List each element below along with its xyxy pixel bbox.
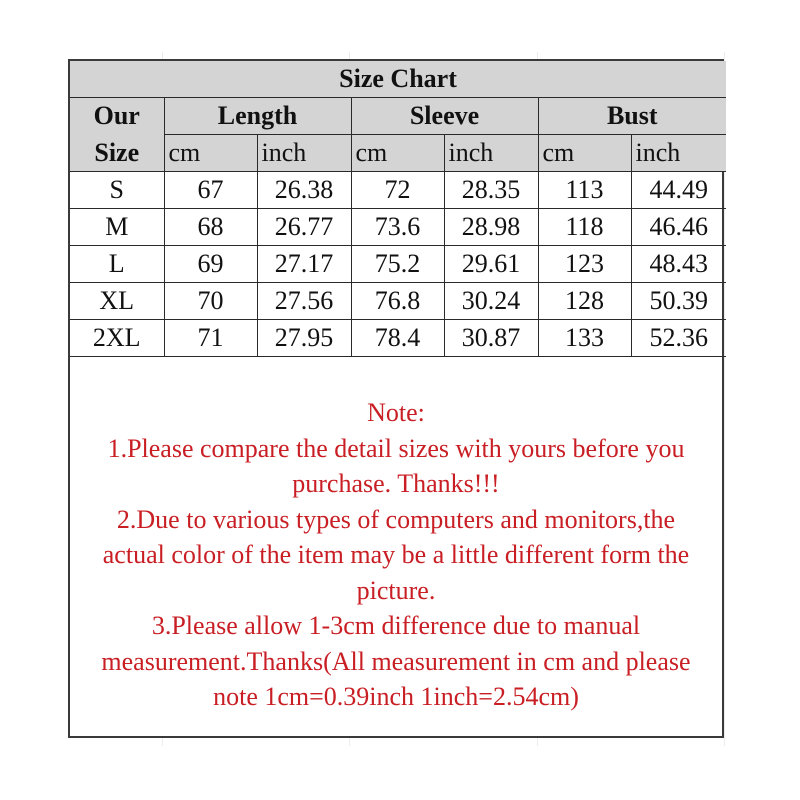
sleeve-cm-cell: 76.8 <box>351 283 444 320</box>
table-row <box>70 172 726 209</box>
bust-inch-cell: 46.46 <box>631 209 726 246</box>
size-cell: XL <box>70 283 164 320</box>
chart-title: Size Chart <box>70 61 726 98</box>
size-header-line1: Our <box>70 98 164 135</box>
table-row <box>70 209 726 246</box>
table-row <box>70 283 726 320</box>
bust-cm-cell: 128 <box>538 283 631 320</box>
title-row <box>70 61 726 98</box>
unit-sleeve-inch: inch <box>444 135 538 172</box>
note-line: 2.Due to various types of computers and monitors,the <box>116 504 676 534</box>
sleeve-inch-cell: 28.35 <box>444 172 538 209</box>
group-header-length: Length <box>164 98 351 135</box>
bust-inch-cell: 50.39 <box>631 283 726 320</box>
length-cm-cell: 69 <box>164 246 257 283</box>
sleeve-inch-cell: 28.98 <box>444 209 538 246</box>
note-line: note 1cm=0.39inch 1inch=2.54cm) <box>213 682 579 711</box>
note-line: 3.Please allow 1-3cm difference due to manual <box>151 611 641 640</box>
sleeve-inch-cell: 29.61 <box>444 246 538 283</box>
unit-bust-inch: inch <box>631 135 726 172</box>
length-cm-cell: 70 <box>164 283 257 320</box>
group-header-sleeve: Sleeve <box>351 98 538 135</box>
length-cm-cell: 68 <box>164 209 257 246</box>
length-cm-cell: 71 <box>164 320 257 357</box>
group-header-row <box>70 98 726 135</box>
unit-length-cm: cm <box>164 135 257 172</box>
unit-length-inch: inch <box>257 135 351 172</box>
table-row <box>70 246 726 283</box>
bust-inch-cell: 48.43 <box>631 246 726 283</box>
bust-cm-cell: 123 <box>538 246 631 283</box>
note-line: picture. <box>356 575 436 605</box>
length-inch-cell: 27.17 <box>257 246 351 283</box>
table-row <box>70 320 726 357</box>
size-cell: 2XL <box>70 320 164 357</box>
length-inch-cell: 27.95 <box>257 320 351 357</box>
length-inch-cell: 26.38 <box>257 172 351 209</box>
bust-inch-cell: 52.36 <box>631 320 726 357</box>
bust-inch-cell: 44.49 <box>631 172 726 209</box>
size-header-line2: Size <box>70 135 164 172</box>
sleeve-cm-cell: 75.2 <box>351 246 444 283</box>
note-line: measurement.Thanks(All measurement in cm and please <box>101 646 691 676</box>
length-inch-cell: 26.77 <box>257 209 351 246</box>
note-line: 1.Please compare the detail sizes with yours before you <box>107 433 685 463</box>
size-cell: S <box>70 172 164 209</box>
sleeve-cm-cell: 72 <box>351 172 444 209</box>
unit-bust-cm: cm <box>538 135 631 172</box>
group-header-bust: Bust <box>538 98 726 135</box>
length-inch-cell: 27.56 <box>257 283 351 320</box>
note-heading: Note: <box>367 398 425 427</box>
sleeve-inch-cell: 30.87 <box>444 320 538 357</box>
sleeve-inch-cell: 30.24 <box>444 283 538 320</box>
size-cell: L <box>70 246 164 283</box>
length-cm-cell: 67 <box>164 172 257 209</box>
unit-sleeve-cm: cm <box>351 135 444 172</box>
sleeve-cm-cell: 78.4 <box>351 320 444 357</box>
unit-header-row <box>70 135 726 172</box>
bust-cm-cell: 118 <box>538 209 631 246</box>
sleeve-cm-cell: 73.6 <box>351 209 444 246</box>
bust-cm-cell: 133 <box>538 320 631 357</box>
size-cell: M <box>70 209 164 246</box>
bust-cm-cell: 113 <box>538 172 631 209</box>
size-chart <box>68 59 724 738</box>
size-table <box>70 61 726 357</box>
note-line: actual color of the item may be a little different form the <box>102 540 690 569</box>
note-box <box>70 357 722 745</box>
note-line: purchase. Thanks!!! <box>292 469 500 498</box>
